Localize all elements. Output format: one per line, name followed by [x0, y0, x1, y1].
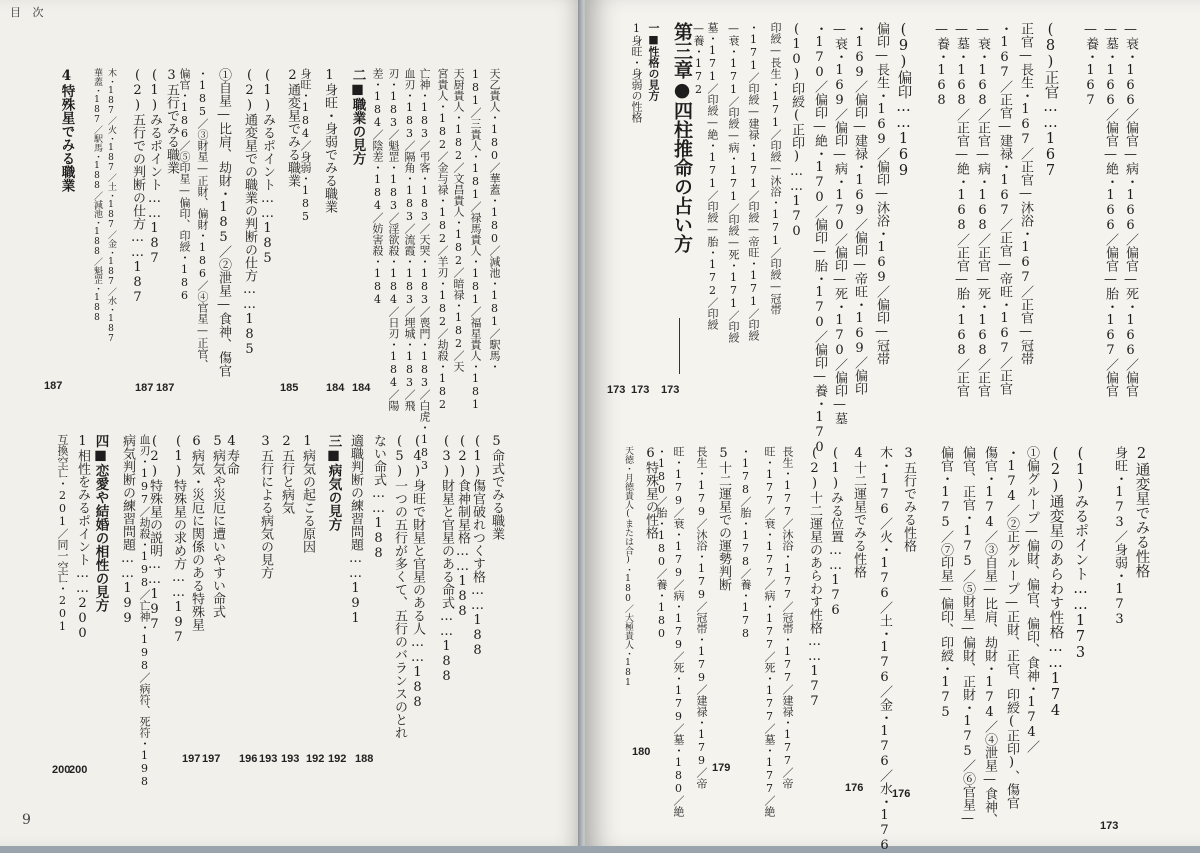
left-bottom-page-ref: 200 [52, 764, 71, 776]
right-top-line: —衰・168／正官—病・168／正官—死・168／正官 [975, 22, 990, 397]
left-top-page-ref: 187 [135, 382, 154, 394]
page-header: 目 次 [10, 6, 48, 19]
right-top-page-ref: 173 [661, 384, 680, 396]
right-top-line: —養・172 [692, 22, 705, 96]
left-top-line: 二■職業の見方 [349, 68, 366, 165]
left-top-line: 宮貴人・182／金与禄・182／羊刃・182／劫殺・182 [436, 68, 449, 411]
left-bottom-page-ref: 193 [259, 753, 278, 765]
left-top-line: (2)通変星での職業の判断の仕方……185 [242, 68, 257, 357]
right-top-line: 1身旺・身弱の性格 [630, 22, 643, 123]
right-bottom-line: 4十二運星でみる性格 [851, 446, 866, 578]
left-top-line: ・185／③財星—正財、偏財・186／④官星—正官、 [196, 68, 209, 370]
left-top-line: 天乙貴人・180／華蓋・180／減池・181／駅馬・ [488, 68, 501, 372]
left-bottom-line: 三■病気の見方 [325, 434, 342, 531]
left-top-page-ref: 185 [280, 382, 299, 394]
left-bottom-line: 血刃・197／劫殺・198／亡神・198／病符、死符・198 [138, 434, 151, 788]
left-top-line: 4特殊星でみる職業 [58, 68, 75, 192]
left-top-line: ①自星—比肩、劫財・185／②泄星—食神、傷官 [216, 68, 231, 377]
left-bottom-page-ref: 197 [182, 753, 201, 765]
left-bottom-line: 適職判断の練習問題……191 [348, 434, 363, 626]
right-top-line: —墓・166／偏官—絶・166／偏官—胎・167／偏官 [1103, 22, 1118, 397]
right-top-line: 一■性格の見方 [647, 22, 660, 101]
right-bottom-line: ①偏グループ—偏財、偏官、偏印、食神・174／ [1024, 446, 1039, 753]
left-bottom-line: 6病気・災厄に関係のある特殊星 [189, 434, 204, 631]
right-top-line: ・171／印綬—建禄・171／印綬—帝旺・171／印綬 [747, 22, 760, 341]
left-bottom-page-ref: 188 [355, 753, 374, 765]
left-bottom-line: 四■恋愛や結婚の相性の見方 [92, 434, 109, 612]
right-bottom-page-ref: 173 [1100, 820, 1119, 832]
left-top-line: 刃・183／魁罡・183／淫欲殺・184／日刃・184／陽 [387, 68, 400, 411]
left-top-line: 3五行でみる職業 [164, 68, 179, 174]
right-top-line: (10)印綬(正印)……170 [789, 22, 804, 239]
left-top-line: 木・187／火・187／土・187／金・187／水・187 [106, 68, 116, 344]
page-number: 9 [22, 812, 31, 828]
left-bottom-line: (3)財星と官星のある命式……188 [439, 434, 454, 684]
left-top-page-ref: 184 [326, 382, 345, 394]
left-bottom-line: (1)傷官破れつくす格……188 [470, 434, 485, 658]
right-top-line: 墓・171／印綬—絶・171／印綬—胎・172／印綬 [706, 22, 719, 330]
right-top-page-ref: 173 [607, 384, 626, 396]
left-bottom-page-ref: 197 [202, 753, 221, 765]
right-top-line: (9)偏印……169 [895, 22, 912, 179]
right-top-line: (8)正官……167 [1042, 22, 1059, 179]
right-top-line: 第三章●四柱推命の占い方 [671, 22, 693, 253]
right-top-line: —衰・171／印綬—病・171／印綬—死・171／印綬 [727, 22, 740, 343]
right-bottom-line: 長生・177／沐浴・177／冠帯・177／建禄・177／帝 [781, 446, 794, 789]
left-bottom-line: 4寿命 [224, 434, 239, 475]
right-bottom-line: 天徳・月徳貴人(または合)・180／大極貴人・181 [623, 446, 633, 688]
left-top-line: 身旺・184／身弱・185 [299, 68, 312, 223]
right-bottom-line: (2)通変星のあらわす性格……174 [1047, 446, 1064, 719]
left-top-page-ref: 184 [352, 382, 371, 394]
left-bottom-page-ref: 196 [239, 753, 258, 765]
left-top-line: 差・184／陰差・184／妨害殺・184 [371, 68, 384, 306]
left-bottom-line: 1病気の起こる原因 [300, 434, 315, 553]
left-bottom-line: 3五行による病気の見方 [258, 434, 273, 579]
right-bottom-line: 傷官・174／③自星—比肩、劫財・174／④泄星—食神、 [982, 446, 997, 826]
left-bottom-page-ref: 192 [328, 753, 347, 765]
right-top-line: —衰・166／偏官—病・166／偏官—死・166／偏官 [1123, 22, 1138, 397]
left-bottom-page-ref: 200 [69, 764, 88, 776]
left-top-line: 偏官・186／⑤印星—偏印、印綬・186 [178, 68, 191, 302]
left-top-line: 天厨貴人・182／文昌貴人・182／暗禄・182／天 [452, 68, 465, 372]
right-bottom-line: 木・176／火・176／土・176／金・176／水・176 [877, 446, 892, 853]
left-bottom-line: 病気判断の練習問題……199 [120, 434, 135, 626]
right-bottom-line: 5十二運星での運勢判断 [716, 446, 731, 591]
right-top-line: —養・167 [1083, 22, 1098, 108]
left-top-line: (1)みるポイント……187 [147, 68, 162, 266]
right-top-line: ・167／正官—建禄・167／正官—帝旺・167／正官 [997, 22, 1012, 395]
left-top-page-ref: 187 [156, 382, 175, 394]
right-bottom-line: ・178／胎・178／養・178 [739, 446, 752, 640]
left-bottom-line: (2)特殊星の説明……197 [147, 434, 162, 632]
right-bottom-line: 6特殊星の性格 [643, 446, 658, 539]
left-top-line: 亡神・183／弔客・183／天哭・183／喪門・183／白虎・183 [418, 68, 431, 472]
right-top-line: —衰・169／偏印—病・170／偏印—死・170／偏印—墓 [832, 22, 847, 425]
right-bottom-line: 偏官・175／⑦印星—偏印、印綬・175 [938, 446, 953, 720]
right-top-page-ref: 173 [631, 384, 650, 396]
right-bottom-page-ref: 176 [892, 788, 911, 800]
right-bottom-page-ref: 180 [632, 746, 651, 758]
chapter-title-rule [679, 318, 680, 374]
left-bottom-page-ref: 193 [281, 753, 300, 765]
left-top-line: 1身旺・身弱でみる職業 [322, 68, 337, 213]
left-bottom-line: 1相性をみるポイント……200 [75, 434, 90, 641]
left-bottom-line: (1)特殊星の求め方……197 [171, 434, 186, 645]
right-top-line: ・170／偏印—絶・170／偏印—胎・170／偏印—養・170 [812, 22, 827, 455]
right-bottom-line: (1)みる位置……176 [828, 446, 843, 618]
right-bottom-page-ref: 179 [712, 762, 731, 774]
left-bottom-line: 2五行と病気 [279, 434, 294, 514]
right-top-line: 印綬—長生・171／印綬—沐浴・171／印綬—冠帯 [769, 22, 782, 315]
left-top-line: (2)五行での判断の仕方……187 [130, 68, 145, 305]
left-top-line: 血刃・183／隔角・183／流霞・183／埋城・183／飛 [403, 68, 416, 411]
left-bottom-line: (2)食神制星格……188 [455, 434, 470, 619]
left-page [0, 0, 584, 846]
left-top-line: 華蓋・187／駅馬・188／減池・188／魁罡・188 [92, 68, 102, 323]
right-bottom-line: ・180／胎・180／養・180 [655, 446, 668, 640]
right-page [586, 0, 1200, 853]
right-bottom-line: 旺・179／衰・179／病・179／死・179／墓・180／絶 [672, 446, 685, 817]
left-bottom-line: (4)身旺で財星と官星のある人……188 [410, 434, 425, 710]
left-top-line: (1)みるポイント……185 [260, 68, 275, 266]
right-bottom-line: 3五行でみる性格 [901, 446, 916, 552]
right-top-line: 偏印—長生・169／偏印—沐浴・169／偏印—冠帯 [874, 22, 889, 365]
right-bottom-line: 身旺・173／身弱・173 [1112, 446, 1127, 627]
right-top-line: —養・168 [934, 22, 949, 108]
right-top-line: —墓・168／正官—絶・168／正官—胎・168／正官 [954, 22, 969, 397]
left-top-line: 181／三貴人・181／禄馬貴人・181／福星貴人・181 [469, 68, 482, 411]
left-top-page-ref: 187 [44, 380, 63, 392]
left-top-line: 2通変星でみる職業 [285, 68, 300, 187]
left-bottom-page-ref: 192 [306, 753, 325, 765]
left-bottom-line: ない命式……188 [371, 434, 386, 561]
left-bottom-line: 5命式でみる職業 [489, 434, 504, 540]
right-bottom-line: ・174／②正グループ—正財、正官、印綬(正印)、傷官 [1004, 446, 1019, 809]
right-bottom-line: 偏官、正官・175／⑤財星—偏財、正財・175／⑥官星— [960, 446, 975, 826]
right-bottom-line: 長生・179／沐浴・179／冠帯・179／建禄・179／帝 [695, 446, 708, 789]
right-bottom-line: (2)十二運星のあらわす性格……177 [807, 446, 822, 709]
left-bottom-line: 互換空亡・201／同一空亡・201 [56, 434, 69, 633]
left-bottom-line: (5)一つの五行が多くて、五行のバランスのとれ [392, 434, 407, 739]
right-bottom-line: 2通変星でみる性格 [1133, 446, 1150, 578]
right-top-line: ・169／偏印—建禄・169／偏印—帝旺・169／偏印 [852, 22, 867, 395]
left-bottom-line: 5病気や災厄に遭いやすい命式 [210, 434, 225, 618]
right-bottom-line: (1)みるポイント……173 [1072, 446, 1089, 661]
right-bottom-page-ref: 176 [845, 782, 864, 794]
right-bottom-line: 旺・177／衰・177／病・177／死・177／墓・177／絶 [763, 446, 776, 817]
right-top-line: 正官—長生・167／正官—沐浴・167／正官—冠帯 [1018, 22, 1033, 365]
